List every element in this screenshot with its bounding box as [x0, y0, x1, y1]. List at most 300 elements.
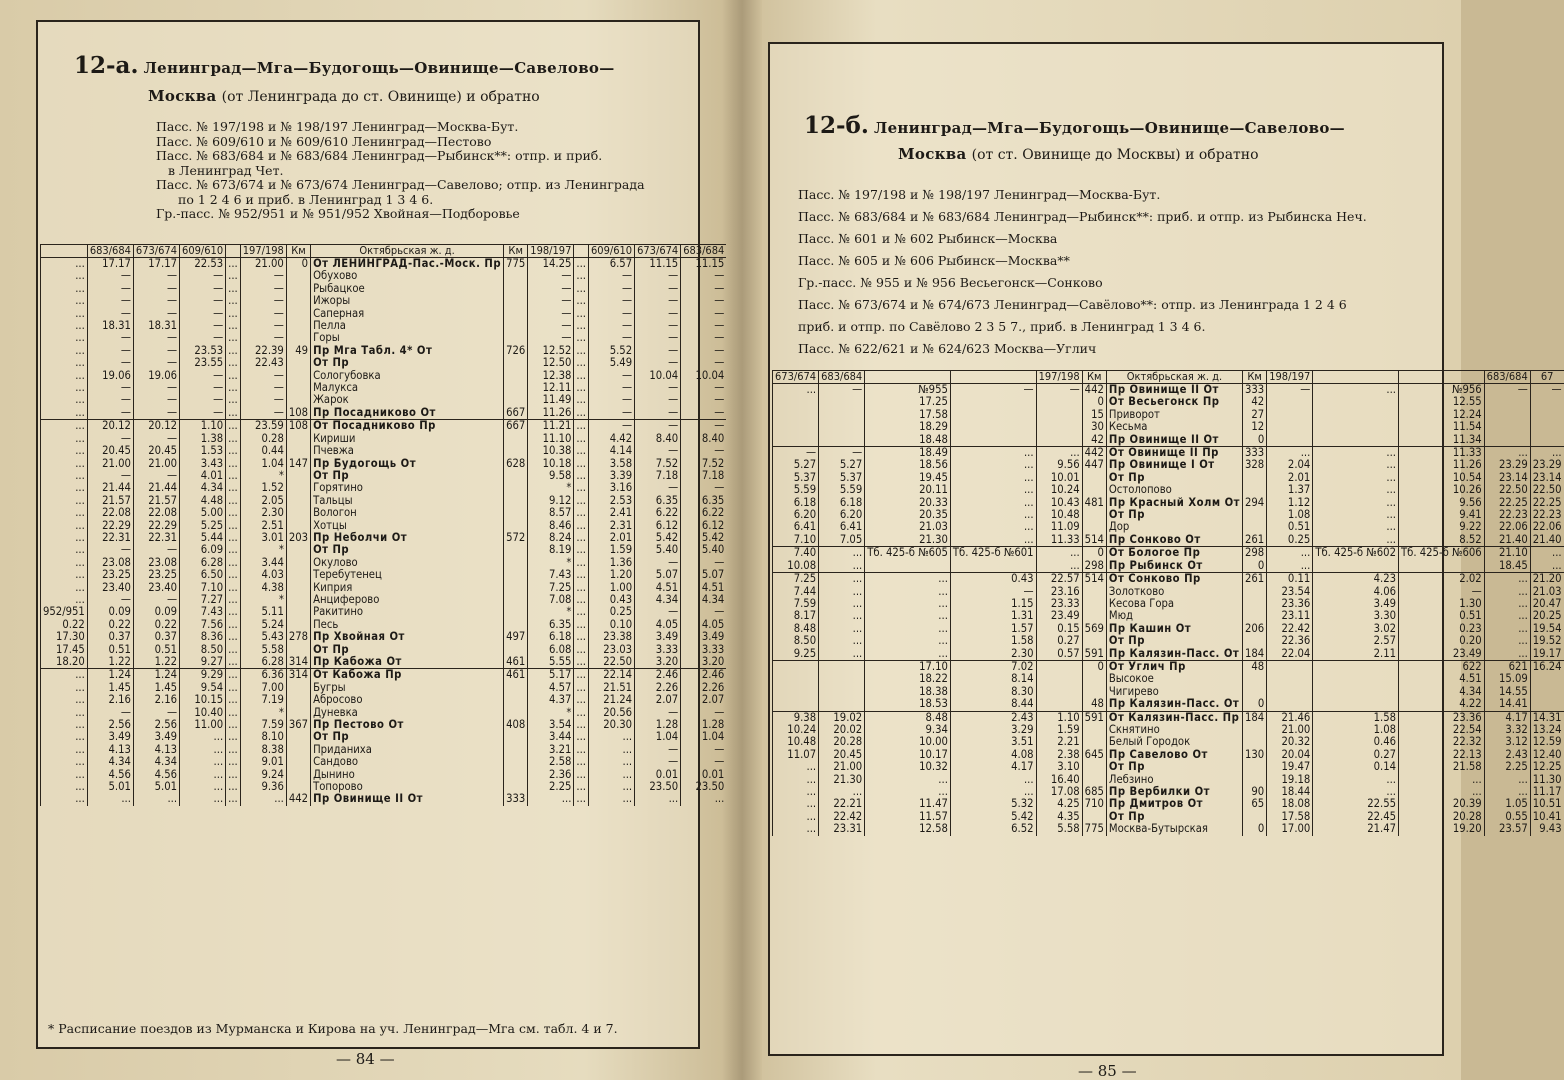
- timetable-cell: 9.36: [240, 781, 286, 793]
- timetable-cell: [773, 698, 819, 711]
- timetable-cell: 7.59: [773, 598, 819, 610]
- timetable-cell: 4.51: [1399, 673, 1485, 685]
- timetable-cell: №955: [865, 384, 951, 397]
- timetable-cell: 21.57: [133, 495, 179, 507]
- timetable-cell: ...: [588, 781, 634, 793]
- timetable-cell: 1.28: [681, 719, 727, 731]
- station-name: Пр Кашин От: [1106, 623, 1242, 635]
- timetable-cell: 4.23: [1313, 573, 1399, 586]
- timetable-cell: 22.57: [1036, 573, 1082, 586]
- right-timetable: [772, 370, 1564, 836]
- station-name: От Пр: [311, 544, 504, 556]
- table-row: [41, 606, 727, 618]
- timetable-cell: ...: [588, 744, 634, 756]
- timetable-cell: 4.34: [87, 756, 133, 768]
- timetable-cell: 7.10: [180, 582, 226, 594]
- table-row: [773, 623, 1564, 635]
- timetable-cell: ...: [41, 557, 88, 569]
- timetable-cell: —: [681, 382, 727, 394]
- timetable-cell: 5.42: [950, 811, 1036, 823]
- station-name: Пр Мга Табл. 4* От: [311, 345, 504, 357]
- station-name: Пр Кабожа От: [311, 656, 504, 669]
- table-row: [41, 569, 727, 581]
- timetable-cell: —: [681, 756, 727, 768]
- timetable-cell: 3.30: [1313, 610, 1399, 622]
- timetable-cell: [773, 396, 819, 408]
- timetable-cell: 23.50: [635, 781, 681, 793]
- timetable-cell: 8.30: [950, 686, 1036, 698]
- timetable-cell: 5.58: [240, 644, 286, 656]
- timetable-cell: 5.25: [180, 520, 226, 532]
- table-row: [773, 409, 1564, 421]
- timetable-cell: ...: [226, 458, 241, 470]
- station-name: Пр Будогощь От: [311, 458, 504, 470]
- station-name: Хотцы: [311, 520, 504, 532]
- timetable-cell: 23.53: [180, 345, 226, 357]
- timetable-cell: 1.30: [1399, 598, 1485, 610]
- timetable-cell: 7.18: [635, 470, 681, 482]
- timetable-cell: ...: [226, 582, 241, 594]
- timetable-cell: *: [528, 557, 574, 569]
- timetable-cell: —: [180, 407, 226, 420]
- timetable-cell: ...: [574, 582, 589, 594]
- timetable-cell: 11.17: [1530, 786, 1563, 798]
- timetable-cell: ...: [1036, 560, 1082, 573]
- timetable-cell: [1243, 610, 1267, 622]
- timetable-cell: ...: [574, 308, 589, 320]
- table-row: [41, 394, 727, 406]
- timetable-cell: 7.52: [681, 458, 727, 470]
- timetable-cell: ...: [950, 459, 1036, 471]
- station-name: От Пр: [311, 470, 504, 482]
- timetable-cell: 4.56: [133, 769, 179, 781]
- timetable-cell: [286, 332, 310, 344]
- timetable-cell: 16.40: [1036, 774, 1082, 786]
- timetable-cell: ...: [226, 270, 241, 282]
- timetable-cell: 22.29: [133, 520, 179, 532]
- timetable-cell: ...: [773, 786, 819, 798]
- timetable-cell: ...: [226, 532, 241, 544]
- timetable-cell: 298: [1243, 547, 1267, 560]
- timetable-cell: —: [819, 447, 865, 460]
- table-row: [773, 396, 1564, 408]
- timetable-cell: 11.57: [865, 811, 951, 823]
- timetable-cell: ...: [226, 445, 241, 457]
- timetable-cell: 19.06: [87, 370, 133, 382]
- timetable-cell: —: [681, 606, 727, 618]
- timetable-cell: 442: [1082, 384, 1106, 397]
- timetable-cell: 7.19: [240, 694, 286, 706]
- timetable-cell: ...: [226, 482, 241, 494]
- timetable-cell: ...: [1267, 547, 1313, 560]
- timetable-cell: 6.57: [588, 258, 634, 271]
- timetable-cell: 5.49: [588, 357, 634, 369]
- station-name: Теребутенец: [311, 569, 504, 581]
- timetable-cell: 21.44: [133, 482, 179, 494]
- timetable-cell: [1313, 560, 1399, 573]
- timetable-cell: 1.58: [950, 635, 1036, 647]
- timetable-cell: —: [635, 320, 681, 332]
- timetable-cell: ...: [226, 719, 241, 731]
- timetable-cell: ...: [180, 769, 226, 781]
- timetable-cell: ...: [1313, 459, 1399, 471]
- timetable-cell: 514: [1082, 573, 1106, 586]
- timetable-cell: 8.46: [528, 520, 574, 532]
- timetable-cell: 572: [504, 532, 528, 544]
- timetable-cell: ...: [588, 793, 634, 805]
- timetable-cell: 2.16: [87, 694, 133, 706]
- station-name: От Пр: [311, 731, 504, 743]
- timetable-cell: 19.18: [1267, 774, 1313, 786]
- timetable-cell: —: [133, 433, 179, 445]
- timetable-cell: [1313, 686, 1399, 698]
- timetable-cell: ...: [574, 382, 589, 394]
- timetable-cell: 2.02: [1399, 573, 1485, 586]
- timetable-cell: [286, 308, 310, 320]
- station-name: Золотково: [1106, 586, 1242, 598]
- timetable-cell: 0.37: [133, 631, 179, 643]
- timetable-cell: 4.05: [635, 619, 681, 631]
- table-row: [41, 731, 727, 743]
- column-header: 683/684: [681, 245, 727, 258]
- timetable-cell: ...: [574, 631, 589, 643]
- timetable-cell: —: [87, 470, 133, 482]
- timetable-cell: 5.27: [773, 459, 819, 471]
- timetable-cell: ...: [41, 520, 88, 532]
- station-name: Белый Городок: [1106, 736, 1242, 748]
- timetable-cell: 22.04: [1267, 648, 1313, 661]
- timetable-cell: ...: [226, 544, 241, 556]
- timetable-cell: [1530, 673, 1563, 685]
- timetable-cell: 21.58: [1399, 761, 1485, 773]
- timetable-cell: 12.59: [1530, 736, 1563, 748]
- table-row: [773, 660, 1564, 673]
- timetable-cell: 17.17: [87, 258, 133, 271]
- timetable-cell: 0.14: [1313, 761, 1399, 773]
- station-name: Тальцы: [311, 495, 504, 507]
- timetable-cell: —: [240, 332, 286, 344]
- timetable-cell: 9.12: [528, 495, 574, 507]
- timetable-cell: 3.20: [635, 656, 681, 669]
- station-name: Горы: [311, 332, 504, 344]
- timetable-cell: [1243, 598, 1267, 610]
- timetable-cell: 3.44: [528, 731, 574, 743]
- timetable-cell: 18.38: [865, 686, 951, 698]
- timetable-cell: 3.44: [240, 557, 286, 569]
- timetable-cell: ...: [574, 781, 589, 793]
- station-name: Пчевжа: [311, 445, 504, 457]
- timetable-cell: 1.45: [87, 682, 133, 694]
- timetable-cell: —: [528, 320, 574, 332]
- timetable-cell: 514: [1082, 534, 1106, 547]
- timetable-cell: ...: [574, 793, 589, 805]
- timetable-cell: 442: [1082, 447, 1106, 460]
- timetable-cell: ...: [950, 774, 1036, 786]
- timetable-cell: [1036, 673, 1082, 685]
- timetable-cell: 461: [504, 669, 528, 682]
- timetable-cell: [1313, 698, 1399, 711]
- timetable-cell: 367: [286, 719, 310, 731]
- timetable-cell: ...: [1399, 774, 1485, 786]
- timetable-cell: 2.04: [1267, 459, 1313, 471]
- timetable-cell: 130: [1243, 749, 1267, 761]
- timetable-cell: ...: [819, 598, 865, 610]
- timetable-cell: ...: [226, 345, 241, 357]
- timetable-cell: [504, 370, 528, 382]
- timetable-cell: [819, 698, 865, 711]
- timetable-cell: [1082, 610, 1106, 622]
- timetable-cell: ...: [574, 458, 589, 470]
- timetable-cell: [1243, 736, 1267, 748]
- timetable-cell: 11.15: [635, 258, 681, 271]
- timetable-cell: ...: [41, 270, 88, 282]
- timetable-cell: 1.53: [180, 445, 226, 457]
- timetable-cell: —: [180, 308, 226, 320]
- timetable-cell: 775: [1082, 823, 1106, 835]
- station-name: Пр Рыбинск От: [1106, 560, 1242, 573]
- timetable-cell: 4.35: [1036, 811, 1082, 823]
- station-name: Киприя: [311, 582, 504, 594]
- timetable-cell: 7.44: [773, 586, 819, 598]
- timetable-cell: 65: [1243, 798, 1267, 810]
- column-header: 683/684: [87, 245, 133, 258]
- timetable-cell: ...: [1530, 560, 1563, 573]
- timetable-cell: [286, 445, 310, 457]
- timetable-cell: ...: [41, 594, 88, 606]
- timetable-cell: —: [528, 332, 574, 344]
- timetable-cell: 1.59: [588, 544, 634, 556]
- timetable-cell: 6.20: [773, 509, 819, 521]
- table-row: [773, 434, 1564, 447]
- timetable-cell: 645: [1082, 749, 1106, 761]
- timetable-cell: —: [133, 470, 179, 482]
- table-row: [41, 507, 727, 519]
- timetable-cell: [504, 731, 528, 743]
- timetable-cell: ...: [1313, 497, 1399, 509]
- timetable-cell: —: [635, 407, 681, 420]
- timetable-cell: 3.49: [681, 631, 727, 643]
- timetable-cell: ...: [1484, 610, 1530, 622]
- timetable-cell: ...: [574, 569, 589, 581]
- timetable-cell: 7.08: [528, 594, 574, 606]
- left-notes: [156, 120, 698, 222]
- timetable-cell: 23.29: [1530, 459, 1563, 471]
- right-note: Пасс. № 673/674 и № 674/673 Ленинград—Савёлово**: отпр. из Ленинграда 1 2 4 6: [798, 297, 1347, 312]
- timetable-cell: 15.09: [1484, 673, 1530, 685]
- station-name: Пр Вербилки От: [1106, 786, 1242, 798]
- timetable-cell: ...: [574, 495, 589, 507]
- table-row: [41, 295, 727, 307]
- timetable-cell: [504, 507, 528, 519]
- timetable-cell: ...: [773, 774, 819, 786]
- timetable-cell: ...: [950, 447, 1036, 460]
- timetable-cell: ...: [1484, 598, 1530, 610]
- timetable-cell: 10.40: [180, 707, 226, 719]
- station-name: Ракитино: [311, 606, 504, 618]
- timetable-cell: 22.39: [240, 345, 286, 357]
- timetable-cell: [1313, 673, 1399, 685]
- timetable-cell: 9.34: [865, 724, 951, 736]
- timetable-cell: —: [635, 445, 681, 457]
- timetable-cell: ...: [226, 470, 241, 482]
- timetable-cell: 10.51: [1530, 798, 1563, 810]
- timetable-cell: 18.49: [865, 447, 951, 460]
- timetable-cell: 294: [1243, 497, 1267, 509]
- timetable-cell: 14.31: [1530, 711, 1563, 724]
- timetable-cell: —: [635, 744, 681, 756]
- right-note: Пасс. № 601 и № 602 Рыбинск—Москва: [798, 231, 1058, 246]
- timetable-cell: 952/951: [41, 606, 88, 618]
- timetable-cell: —: [180, 382, 226, 394]
- timetable-cell: 12.40: [1530, 749, 1563, 761]
- timetable-cell: 2.07: [635, 694, 681, 706]
- column-header: 609/610: [588, 245, 634, 258]
- timetable-cell: ...: [240, 793, 286, 805]
- timetable-cell: ...: [41, 694, 88, 706]
- timetable-cell: 4.48: [180, 495, 226, 507]
- timetable-cell: 21.00: [133, 458, 179, 470]
- timetable-cell: [504, 433, 528, 445]
- timetable-cell: 9.24: [240, 769, 286, 781]
- timetable-cell: —: [1267, 384, 1313, 397]
- right-table-number: 12-б.: [804, 112, 869, 139]
- timetable-cell: 3.58: [588, 458, 634, 470]
- timetable-cell: [1267, 660, 1313, 673]
- column-header: Октябрьская ж. д.: [1106, 371, 1242, 384]
- timetable-cell: 0.27: [1313, 749, 1399, 761]
- timetable-cell: ...: [41, 544, 88, 556]
- timetable-cell: [1484, 409, 1530, 421]
- timetable-cell: —: [681, 420, 727, 433]
- timetable-cell: 2.46: [635, 669, 681, 682]
- timetable-cell: 23.59: [240, 420, 286, 433]
- timetable-cell: [286, 495, 310, 507]
- timetable-cell: —: [87, 295, 133, 307]
- timetable-cell: Тб. 425-б №601: [950, 547, 1036, 560]
- timetable-cell: 1.37: [1267, 484, 1313, 496]
- timetable-cell: —: [950, 384, 1036, 397]
- timetable-cell: [504, 270, 528, 282]
- station-name: От Пр: [311, 644, 504, 656]
- timetable-cell: 1.36: [588, 557, 634, 569]
- timetable-cell: [1243, 761, 1267, 773]
- timetable-cell: ...: [41, 382, 88, 394]
- timetable-cell: —: [635, 394, 681, 406]
- timetable-cell: 0: [1243, 434, 1267, 447]
- timetable-cell: [1082, 673, 1106, 685]
- timetable-cell: 4.13: [87, 744, 133, 756]
- timetable-cell: ...: [226, 507, 241, 519]
- timetable-cell: 0.51: [1399, 610, 1485, 622]
- timetable-cell: 5.40: [635, 544, 681, 556]
- timetable-cell: 9.01: [240, 756, 286, 768]
- timetable-cell: 21.30: [865, 534, 951, 547]
- station-name: От Пр: [1106, 811, 1242, 823]
- timetable-cell: ...: [226, 407, 241, 420]
- timetable-cell: [1243, 673, 1267, 685]
- timetable-cell: 667: [504, 407, 528, 420]
- timetable-cell: 23.03: [588, 644, 634, 656]
- timetable-cell: —: [87, 394, 133, 406]
- timetable-cell: —: [133, 295, 179, 307]
- timetable-cell: 1.00: [588, 582, 634, 594]
- column-header: Км: [504, 245, 528, 258]
- timetable-cell: —: [681, 308, 727, 320]
- timetable-cell: 2.25: [528, 781, 574, 793]
- timetable-cell: [1267, 673, 1313, 685]
- timetable-cell: [1082, 635, 1106, 647]
- timetable-cell: ...: [574, 270, 589, 282]
- right-note: Пасс. № 683/684 и № 683/684 Ленинград—Рыбинск**: приб. и отпр. из Рыбинска Неч.: [798, 209, 1367, 224]
- timetable-cell: [950, 409, 1036, 421]
- header-row: [773, 371, 1564, 384]
- timetable-cell: 9.54: [180, 682, 226, 694]
- timetable-cell: —: [133, 357, 179, 369]
- timetable-cell: 147: [286, 458, 310, 470]
- station-name: От Пр: [1106, 761, 1242, 773]
- timetable-cell: [286, 694, 310, 706]
- table-row: [773, 648, 1564, 661]
- timetable-cell: ...: [574, 482, 589, 494]
- timetable-cell: —: [528, 283, 574, 295]
- timetable-cell: ...: [865, 598, 951, 610]
- timetable-cell: ...: [1313, 447, 1399, 460]
- timetable-cell: 11.26: [1399, 459, 1485, 471]
- timetable-cell: 22.50: [588, 656, 634, 669]
- timetable-cell: 1.04: [681, 731, 727, 743]
- timetable-cell: —: [635, 308, 681, 320]
- timetable-cell: [286, 283, 310, 295]
- timetable-cell: 10.15: [180, 694, 226, 706]
- timetable-cell: [286, 731, 310, 743]
- timetable-cell: 23.08: [87, 557, 133, 569]
- timetable-cell: —: [950, 586, 1036, 598]
- timetable-cell: 17.10: [865, 660, 951, 673]
- timetable-cell: 22.54: [1399, 724, 1485, 736]
- timetable-cell: 0.25: [588, 606, 634, 618]
- timetable-cell: 22.36: [1267, 635, 1313, 647]
- timetable-cell: 12.38: [528, 370, 574, 382]
- timetable-cell: 4.34: [635, 594, 681, 606]
- timetable-cell: 4.13: [133, 744, 179, 756]
- timetable-cell: 1.24: [87, 669, 133, 682]
- timetable-cell: [819, 421, 865, 433]
- timetable-cell: 23.49: [1036, 610, 1082, 622]
- timetable-cell: 22.32: [1399, 736, 1485, 748]
- timetable-cell: 4.17: [950, 761, 1036, 773]
- timetable-cell: [1036, 409, 1082, 421]
- station-name: Бугры: [311, 682, 504, 694]
- timetable-cell: 3.49: [1313, 598, 1399, 610]
- timetable-cell: 0: [1243, 823, 1267, 835]
- timetable-cell: 11.49: [528, 394, 574, 406]
- timetable-cell: 2.57: [1313, 635, 1399, 647]
- timetable-cell: 20.12: [87, 420, 133, 433]
- timetable-cell: 11.30: [1530, 774, 1563, 786]
- timetable-cell: 5.52: [588, 345, 634, 357]
- column-header: [1313, 371, 1399, 384]
- timetable-cell: ...: [41, 756, 88, 768]
- timetable-cell: [504, 756, 528, 768]
- timetable-cell: 22.23: [1530, 509, 1563, 521]
- timetable-cell: 2.41: [588, 507, 634, 519]
- column-header: 673/674: [773, 371, 819, 384]
- timetable-cell: 21.30: [819, 774, 865, 786]
- column-header: 197/198: [1036, 371, 1082, 384]
- timetable-cell: [1267, 396, 1313, 408]
- station-name: Лебзино: [1106, 774, 1242, 786]
- timetable-cell: 8.38: [240, 744, 286, 756]
